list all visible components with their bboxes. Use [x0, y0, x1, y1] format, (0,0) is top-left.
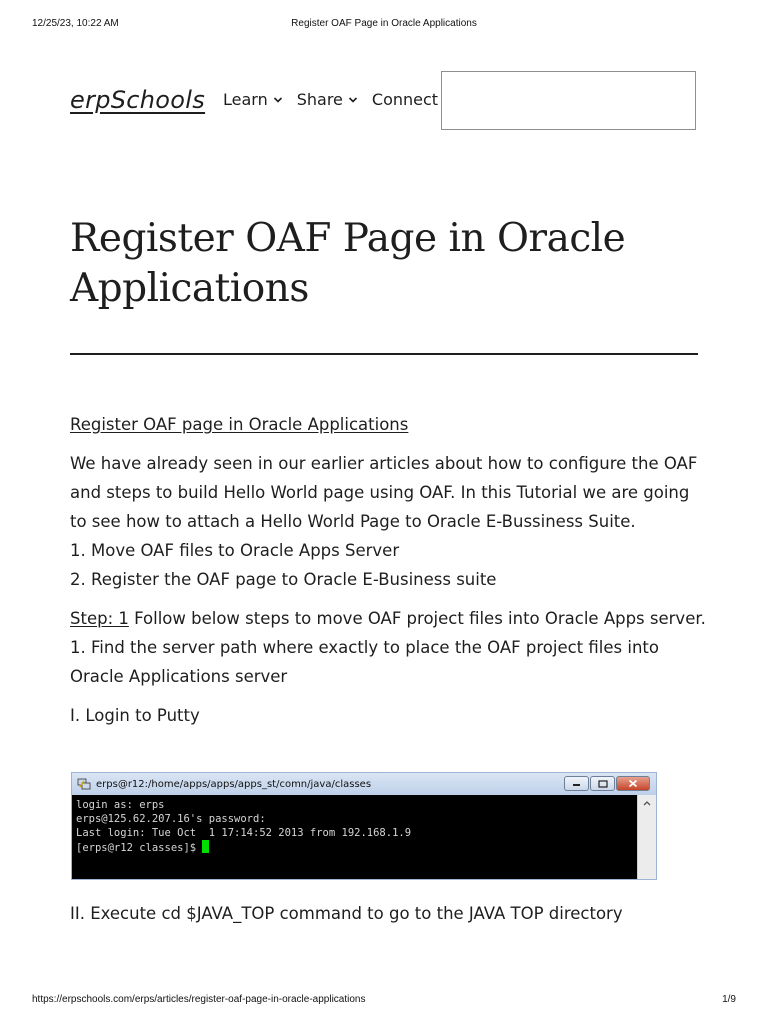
login-paragraph: I. Login to Putty: [70, 706, 200, 725]
nav-item-learn[interactable]: [223, 90, 283, 109]
chevron-down-icon: [348, 96, 358, 104]
after-image-paragraph: II. Execute cd $JAVA_TOP command to go to the JAVA TOP directory: [70, 904, 623, 923]
terminal-cursor: [202, 840, 209, 853]
putty-titlebar: [72, 773, 656, 795]
window-controls: [564, 776, 650, 791]
minimize-button[interactable]: [564, 776, 589, 791]
chevron-up-icon: [643, 800, 651, 806]
minimize-icon: [572, 781, 581, 787]
putty-window-title: erps@r12:/home/apps/apps/apps_st/comn/java/classes: [96, 778, 372, 790]
main-nav: [223, 90, 438, 109]
print-datetime: 12/25/23, 10:22 AM: [32, 18, 119, 29]
step-text: Follow below steps to move OAF project files into Oracle Apps server.: [128, 609, 706, 628]
article-content: [70, 410, 710, 730]
terminal-line: login as: erps: [76, 799, 165, 811]
site-logo[interactable]: erpSchools: [70, 86, 206, 114]
intro-paragraph: We have already seen in our earlier articles about how to configure the OAF and steps to build Hello World page using OAF. In this Tutorial we are going to see how to attach a Hello World Page to Oracle E-Bussiness Suite.: [70, 454, 698, 531]
nav-item-share[interactable]: [297, 90, 358, 109]
close-button[interactable]: [616, 776, 650, 791]
terminal-output: [72, 795, 638, 879]
step-sub-paragraph: 1. Find the server path where exactly to place the OAF project files into Oracle Applications server: [70, 638, 659, 686]
print-url: https://erpschools.com/erps/articles/register-oaf-page-in-oracle-applications: [32, 994, 366, 1005]
list-item: 1. Move OAF files to Oracle Apps Server: [70, 541, 400, 560]
chevron-down-icon: [273, 96, 283, 104]
print-page-number: 1/9: [722, 994, 736, 1005]
nav-item-connect[interactable]: [372, 90, 438, 109]
putty-app-icon: [77, 777, 91, 791]
terminal-line: erps@125.62.207.16's password:: [76, 813, 266, 825]
print-doc-title: Register OAF Page in Oracle Applications: [291, 18, 477, 29]
title-divider: [70, 353, 698, 355]
close-icon: [628, 779, 638, 788]
step-link[interactable]: Step: 1: [70, 609, 129, 628]
site-header: [70, 70, 698, 132]
nav-learn-label: Learn: [223, 90, 268, 109]
article-heading-link[interactable]: Register OAF page in Oracle Applications: [70, 415, 409, 434]
search-input[interactable]: [441, 71, 696, 130]
step-paragraph: [70, 604, 710, 633]
scroll-up-button[interactable]: [638, 795, 656, 811]
nav-connect-label: Connect: [371, 90, 439, 109]
list-item: 2. Register the OAF page to Oracle E-Business suite: [70, 570, 497, 589]
maximize-icon: [598, 780, 608, 788]
terminal-scrollbar[interactable]: [637, 795, 656, 879]
maximize-button[interactable]: [590, 776, 615, 791]
terminal-line: Last login: Tue Oct 1 17:14:52 2013 from 192.168.1.9: [76, 827, 412, 839]
putty-screenshot: [71, 772, 657, 880]
terminal-prompt: [erps@r12 classes]$: [76, 842, 203, 854]
nav-share-label: Share: [296, 90, 343, 109]
page-title: Register OAF Page in Oracle Applications: [70, 216, 626, 311]
